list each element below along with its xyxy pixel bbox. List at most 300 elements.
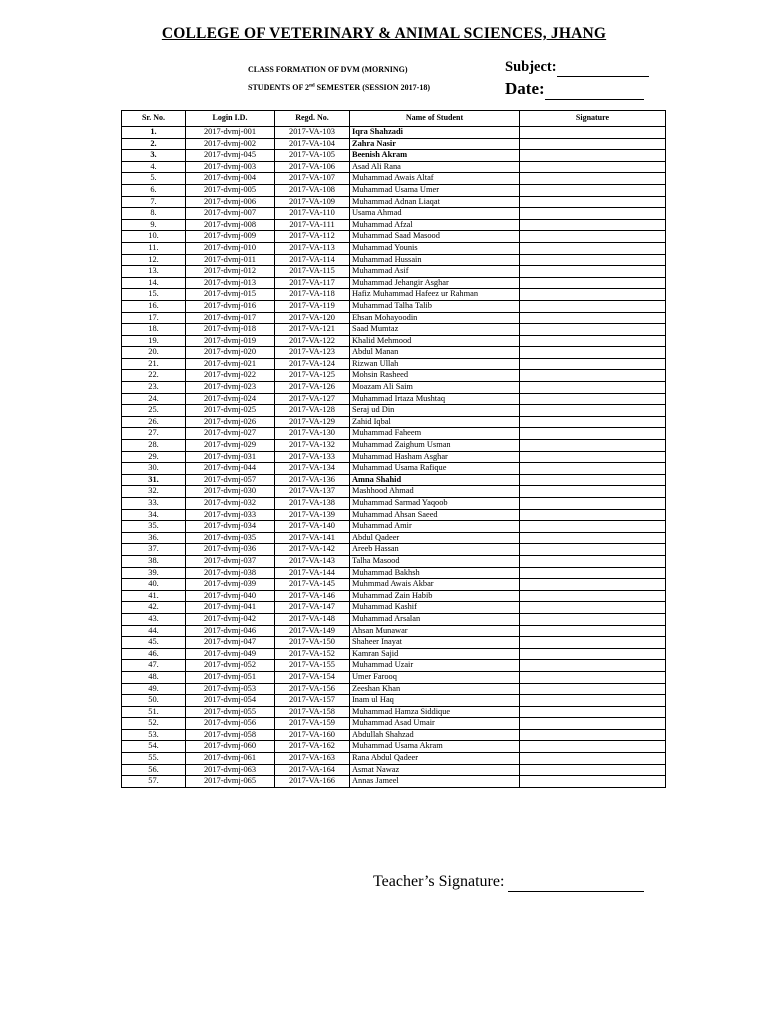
- table-row: [122, 440, 666, 452]
- cell-signature[interactable]: [520, 335, 666, 347]
- cell-login: 2017-dvmj-053: [186, 683, 275, 695]
- cell-signature[interactable]: [520, 289, 666, 301]
- cell-name: Muhammad Zain Habib: [350, 590, 520, 602]
- students-semester-heading: STUDENTS OF 2nd SEMESTER (SESSION 2017-18): [248, 83, 430, 92]
- cell-login: 2017-dvmj-030: [186, 486, 275, 498]
- cell-signature[interactable]: [520, 660, 666, 672]
- cell-login: 2017-dvmj-021: [186, 358, 275, 370]
- cell-name: Beenish Akram: [350, 150, 520, 162]
- cell-regd: 2017-VA-124: [275, 358, 350, 370]
- cell-sr: 40.: [122, 579, 186, 591]
- cell-signature[interactable]: [520, 776, 666, 788]
- cell-regd: 2017-VA-166: [275, 776, 350, 788]
- cell-regd: 2017-VA-119: [275, 300, 350, 312]
- cell-login: 2017-dvmj-007: [186, 208, 275, 220]
- cell-name: Muhammad Asad Umair: [350, 718, 520, 730]
- cell-sr: 30.: [122, 463, 186, 475]
- cell-signature[interactable]: [520, 753, 666, 765]
- table-row: [122, 208, 666, 220]
- cell-login: 2017-dvmj-003: [186, 161, 275, 173]
- cell-signature[interactable]: [520, 544, 666, 556]
- table-row: [122, 660, 666, 672]
- teacher-signature: Teacher’s Signature:: [373, 873, 644, 892]
- cell-signature[interactable]: [520, 532, 666, 544]
- cell-signature[interactable]: [520, 254, 666, 266]
- table-row: [122, 567, 666, 579]
- table-row: [122, 405, 666, 417]
- col-signature: Signature: [520, 111, 666, 127]
- table-row: [122, 532, 666, 544]
- cell-sr: 37.: [122, 544, 186, 556]
- cell-name: Shaheer Inayat: [350, 637, 520, 649]
- cell-regd: 2017-VA-163: [275, 753, 350, 765]
- cell-sr: 57.: [122, 776, 186, 788]
- cell-regd: 2017-VA-141: [275, 532, 350, 544]
- cell-name: Muhammad Irtaza Mushtaq: [350, 393, 520, 405]
- cell-sr: 27.: [122, 428, 186, 440]
- cell-name: Umer Farooq: [350, 671, 520, 683]
- cell-name: Saad Mumtaz: [350, 324, 520, 336]
- cell-sr: 52.: [122, 718, 186, 730]
- cell-name: Abdul Manan: [350, 347, 520, 359]
- table-row: [122, 266, 666, 278]
- cell-signature[interactable]: [520, 173, 666, 185]
- cell-login: 2017-dvmj-060: [186, 741, 275, 753]
- cell-signature[interactable]: [520, 451, 666, 463]
- cell-name: Muhammad Usama Rafique: [350, 463, 520, 475]
- cell-login: 2017-dvmj-057: [186, 474, 275, 486]
- cell-signature[interactable]: [520, 555, 666, 567]
- cell-signature[interactable]: [520, 161, 666, 173]
- cell-login: 2017-dvmj-034: [186, 521, 275, 533]
- cell-regd: 2017-VA-123: [275, 347, 350, 359]
- cell-regd: 2017-VA-158: [275, 706, 350, 718]
- table-row: [122, 764, 666, 776]
- cell-login: 2017-dvmj-004: [186, 173, 275, 185]
- cell-signature[interactable]: [520, 300, 666, 312]
- cell-signature[interactable]: [520, 219, 666, 231]
- cell-signature[interactable]: [520, 625, 666, 637]
- table-row: [122, 776, 666, 788]
- cell-regd: 2017-VA-104: [275, 138, 350, 150]
- cell-regd: 2017-VA-152: [275, 648, 350, 660]
- cell-signature[interactable]: [520, 231, 666, 243]
- cell-regd: 2017-VA-129: [275, 416, 350, 428]
- cell-login: 2017-dvmj-001: [186, 127, 275, 139]
- cell-sr: 15.: [122, 289, 186, 301]
- cell-login: 2017-dvmj-051: [186, 671, 275, 683]
- cell-login: 2017-dvmj-058: [186, 729, 275, 741]
- cell-login: 2017-dvmj-033: [186, 509, 275, 521]
- cell-sr: 49.: [122, 683, 186, 695]
- cell-regd: 2017-VA-149: [275, 625, 350, 637]
- cell-regd: 2017-VA-112: [275, 231, 350, 243]
- table-row: [122, 474, 666, 486]
- table-header-row: [122, 111, 666, 127]
- cell-name: Talha Masood: [350, 555, 520, 567]
- cell-sr: 41.: [122, 590, 186, 602]
- cell-sr: 56.: [122, 764, 186, 776]
- cell-regd: 2017-VA-136: [275, 474, 350, 486]
- table-row: [122, 219, 666, 231]
- cell-signature[interactable]: [520, 196, 666, 208]
- cell-sr: 4.: [122, 161, 186, 173]
- cell-signature[interactable]: [520, 613, 666, 625]
- table-row: [122, 521, 666, 533]
- cell-sr: 32.: [122, 486, 186, 498]
- cell-name: Moazam Ali Saim: [350, 382, 520, 394]
- table-row: [122, 602, 666, 614]
- table-row: [122, 428, 666, 440]
- cell-regd: 2017-VA-140: [275, 521, 350, 533]
- cell-sr: 26.: [122, 416, 186, 428]
- cell-signature[interactable]: [520, 347, 666, 359]
- cell-login: 2017-dvmj-011: [186, 254, 275, 266]
- cell-sr: 10.: [122, 231, 186, 243]
- cell-signature[interactable]: [520, 184, 666, 196]
- cell-sr: 11.: [122, 242, 186, 254]
- cell-login: 2017-dvmj-055: [186, 706, 275, 718]
- cell-login: 2017-dvmj-063: [186, 764, 275, 776]
- cell-regd: 2017-VA-137: [275, 486, 350, 498]
- cell-login: 2017-dvmj-016: [186, 300, 275, 312]
- cell-signature[interactable]: [520, 509, 666, 521]
- cell-signature[interactable]: [520, 498, 666, 510]
- cell-sr: 28.: [122, 440, 186, 452]
- cell-signature[interactable]: [520, 266, 666, 278]
- cell-signature[interactable]: [520, 324, 666, 336]
- cell-sr: 36.: [122, 532, 186, 544]
- cell-signature[interactable]: [520, 706, 666, 718]
- table-row: [122, 161, 666, 173]
- col-student-name: Name of Student: [350, 111, 520, 127]
- cell-signature[interactable]: [520, 764, 666, 776]
- table-row: [122, 393, 666, 405]
- cell-signature[interactable]: [520, 382, 666, 394]
- cell-login: 2017-dvmj-052: [186, 660, 275, 672]
- cell-login: 2017-dvmj-065: [186, 776, 275, 788]
- cell-name: Muhammad Jehangir Asghar: [350, 277, 520, 289]
- cell-name: Asad Ali Rana: [350, 161, 520, 173]
- cell-regd: 2017-VA-109: [275, 196, 350, 208]
- cell-regd: 2017-VA-113: [275, 242, 350, 254]
- cell-sr: 31.: [122, 474, 186, 486]
- table-row: [122, 184, 666, 196]
- cell-signature[interactable]: [520, 463, 666, 475]
- cell-sr: 21.: [122, 358, 186, 370]
- table-row: [122, 370, 666, 382]
- cell-login: 2017-dvmj-023: [186, 382, 275, 394]
- cell-name: Iqra Shahzadi: [350, 127, 520, 139]
- cell-sr: 38.: [122, 555, 186, 567]
- cell-sr: 54.: [122, 741, 186, 753]
- cell-sr: 55.: [122, 753, 186, 765]
- cell-login: 2017-dvmj-054: [186, 695, 275, 707]
- cell-regd: 2017-VA-130: [275, 428, 350, 440]
- subject-blank-line: [557, 59, 649, 77]
- cell-regd: 2017-VA-107: [275, 173, 350, 185]
- cell-regd: 2017-VA-142: [275, 544, 350, 556]
- table-row: [122, 127, 666, 139]
- table-row: [122, 173, 666, 185]
- cell-signature[interactable]: [520, 671, 666, 683]
- cell-regd: 2017-VA-108: [275, 184, 350, 196]
- cell-sr: 45.: [122, 637, 186, 649]
- cell-sr: 44.: [122, 625, 186, 637]
- cell-sr: 3.: [122, 150, 186, 162]
- cell-login: 2017-dvmj-056: [186, 718, 275, 730]
- cell-sr: 53.: [122, 729, 186, 741]
- cell-name: Muhmmad Awais Akbar: [350, 579, 520, 591]
- cell-signature[interactable]: [520, 405, 666, 417]
- cell-signature[interactable]: [520, 718, 666, 730]
- cell-regd: 2017-VA-155: [275, 660, 350, 672]
- table-row: [122, 509, 666, 521]
- cell-name: Annas Jameel: [350, 776, 520, 788]
- table-row: [122, 312, 666, 324]
- table-row: [122, 671, 666, 683]
- cell-regd: 2017-VA-117: [275, 277, 350, 289]
- cell-name: Muhammad Usama Akram: [350, 741, 520, 753]
- cell-name: Muhammad Ahsan Saeed: [350, 509, 520, 521]
- table-row: [122, 324, 666, 336]
- table-row: [122, 683, 666, 695]
- cell-sr: 19.: [122, 335, 186, 347]
- cell-name: Zeeshan Khan: [350, 683, 520, 695]
- cell-sr: 5.: [122, 173, 186, 185]
- cell-regd: 2017-VA-122: [275, 335, 350, 347]
- cell-signature[interactable]: [520, 590, 666, 602]
- date-blank-line: [545, 79, 644, 100]
- cell-login: 2017-dvmj-010: [186, 242, 275, 254]
- cell-sr: 34.: [122, 509, 186, 521]
- cell-regd: 2017-VA-164: [275, 764, 350, 776]
- cell-sr: 48.: [122, 671, 186, 683]
- cell-regd: 2017-VA-128: [275, 405, 350, 417]
- cell-sr: 39.: [122, 567, 186, 579]
- cell-name: Muhammad Saad Masood: [350, 231, 520, 243]
- cell-name: Rana Abdul Qadeer: [350, 753, 520, 765]
- table-row: [122, 695, 666, 707]
- cell-signature[interactable]: [520, 312, 666, 324]
- cell-regd: 2017-VA-105: [275, 150, 350, 162]
- cell-name: Abdullah Shahzad: [350, 729, 520, 741]
- cell-login: 2017-dvmj-039: [186, 579, 275, 591]
- table-row: [122, 706, 666, 718]
- cell-signature[interactable]: [520, 393, 666, 405]
- cell-sr: 16.: [122, 300, 186, 312]
- cell-signature[interactable]: [520, 521, 666, 533]
- cell-login: 2017-dvmj-013: [186, 277, 275, 289]
- table-row: [122, 544, 666, 556]
- cell-login: 2017-dvmj-019: [186, 335, 275, 347]
- date-field: Date:: [505, 79, 644, 100]
- cell-regd: 2017-VA-120: [275, 312, 350, 324]
- cell-signature[interactable]: [520, 428, 666, 440]
- cell-signature[interactable]: [520, 138, 666, 150]
- cell-login: 2017-dvmj-041: [186, 602, 275, 614]
- teacher-signature-line: [508, 873, 644, 892]
- cell-sr: 8.: [122, 208, 186, 220]
- cell-regd: 2017-VA-162: [275, 741, 350, 753]
- cell-sr: 50.: [122, 695, 186, 707]
- cell-name: Muhammad Adnan Liaqat: [350, 196, 520, 208]
- table-row: [122, 300, 666, 312]
- cell-login: 2017-dvmj-024: [186, 393, 275, 405]
- cell-name: Usama Ahmad: [350, 208, 520, 220]
- cell-sr: 24.: [122, 393, 186, 405]
- cell-login: 2017-dvmj-045: [186, 150, 275, 162]
- cell-login: 2017-dvmj-020: [186, 347, 275, 359]
- cell-name: Muhammad Asif: [350, 266, 520, 278]
- cell-sr: 17.: [122, 312, 186, 324]
- cell-signature[interactable]: [520, 683, 666, 695]
- cell-login: 2017-dvmj-026: [186, 416, 275, 428]
- cell-signature[interactable]: [520, 741, 666, 753]
- cell-sr: 1.: [122, 127, 186, 139]
- cell-login: 2017-dvmj-042: [186, 613, 275, 625]
- cell-login: 2017-dvmj-027: [186, 428, 275, 440]
- cell-login: 2017-dvmj-049: [186, 648, 275, 660]
- cell-name: Muhammad Younis: [350, 242, 520, 254]
- cell-name: Muhammad Afzal: [350, 219, 520, 231]
- cell-name: Muhammad Zaighum Usman: [350, 440, 520, 452]
- cell-name: Muhammad Sarmad Yaqoob: [350, 498, 520, 510]
- cell-signature[interactable]: [520, 358, 666, 370]
- cell-regd: 2017-VA-114: [275, 254, 350, 266]
- cell-login: 2017-dvmj-009: [186, 231, 275, 243]
- cell-login: 2017-dvmj-029: [186, 440, 275, 452]
- table-row: [122, 242, 666, 254]
- cell-name: Muhammad Hussain: [350, 254, 520, 266]
- cell-name: Zahid Iqbal: [350, 416, 520, 428]
- cell-name: Muhammad Faheem: [350, 428, 520, 440]
- cell-signature[interactable]: [520, 579, 666, 591]
- table-row: [122, 196, 666, 208]
- cell-signature[interactable]: [520, 602, 666, 614]
- cell-name: Rizwan Ullah: [350, 358, 520, 370]
- cell-signature[interactable]: [520, 277, 666, 289]
- cell-regd: 2017-VA-159: [275, 718, 350, 730]
- cell-login: 2017-dvmj-005: [186, 184, 275, 196]
- cell-login: 2017-dvmj-038: [186, 567, 275, 579]
- cell-regd: 2017-VA-118: [275, 289, 350, 301]
- table-row: [122, 625, 666, 637]
- cell-regd: 2017-VA-110: [275, 208, 350, 220]
- cell-name: Hafiz Muhammad Hafeez ur Rahman: [350, 289, 520, 301]
- cell-login: 2017-dvmj-044: [186, 463, 275, 475]
- table-row: [122, 347, 666, 359]
- cell-regd: 2017-VA-126: [275, 382, 350, 394]
- cell-signature[interactable]: [520, 729, 666, 741]
- cell-sr: 35.: [122, 521, 186, 533]
- cell-name: Ehsan Mohayoodin: [350, 312, 520, 324]
- cell-regd: 2017-VA-154: [275, 671, 350, 683]
- table-row: [122, 138, 666, 150]
- table-row: [122, 335, 666, 347]
- cell-regd: 2017-VA-121: [275, 324, 350, 336]
- table-row: [122, 555, 666, 567]
- cell-signature[interactable]: [520, 416, 666, 428]
- cell-regd: 2017-VA-125: [275, 370, 350, 382]
- cell-regd: 2017-VA-138: [275, 498, 350, 510]
- col-login-id: Login I.D.: [186, 111, 275, 127]
- cell-sr: 14.: [122, 277, 186, 289]
- cell-sr: 6.: [122, 184, 186, 196]
- cell-signature[interactable]: [520, 474, 666, 486]
- cell-name: Muhammad Hasham Asghar: [350, 451, 520, 463]
- cell-sr: 20.: [122, 347, 186, 359]
- cell-regd: 2017-VA-157: [275, 695, 350, 707]
- cell-signature[interactable]: [520, 370, 666, 382]
- cell-name: Muhammad Hamza Siddique: [350, 706, 520, 718]
- table-row: [122, 231, 666, 243]
- table-row: [122, 637, 666, 649]
- cell-sr: 22.: [122, 370, 186, 382]
- cell-sr: 25.: [122, 405, 186, 417]
- cell-login: 2017-dvmj-037: [186, 555, 275, 567]
- table-row: [122, 277, 666, 289]
- cell-signature[interactable]: [520, 695, 666, 707]
- table-row: [122, 579, 666, 591]
- cell-regd: 2017-VA-127: [275, 393, 350, 405]
- cell-signature[interactable]: [520, 150, 666, 162]
- cell-sr: 23.: [122, 382, 186, 394]
- cell-regd: 2017-VA-111: [275, 219, 350, 231]
- cell-name: Kamran Sajid: [350, 648, 520, 660]
- cell-regd: 2017-VA-132: [275, 440, 350, 452]
- cell-signature[interactable]: [520, 567, 666, 579]
- table-row: [122, 741, 666, 753]
- table-row: [122, 463, 666, 475]
- cell-sr: 43.: [122, 613, 186, 625]
- cell-signature[interactable]: [520, 648, 666, 660]
- cell-sr: 9.: [122, 219, 186, 231]
- cell-sr: 29.: [122, 451, 186, 463]
- cell-signature[interactable]: [520, 637, 666, 649]
- cell-regd: 2017-VA-160: [275, 729, 350, 741]
- cell-name: Zahra Nasir: [350, 138, 520, 150]
- cell-signature[interactable]: [520, 486, 666, 498]
- cell-regd: 2017-VA-156: [275, 683, 350, 695]
- cell-login: 2017-dvmj-015: [186, 289, 275, 301]
- cell-name: Khalid Mehmood: [350, 335, 520, 347]
- cell-sr: 7.: [122, 196, 186, 208]
- cell-login: 2017-dvmj-031: [186, 451, 275, 463]
- cell-regd: 2017-VA-115: [275, 266, 350, 278]
- cell-name: Mashhood Ahmad: [350, 486, 520, 498]
- cell-signature[interactable]: [520, 127, 666, 139]
- table-row: [122, 416, 666, 428]
- cell-sr: 18.: [122, 324, 186, 336]
- cell-name: Abdul Qadeer: [350, 532, 520, 544]
- table-row: [122, 486, 666, 498]
- cell-signature[interactable]: [520, 242, 666, 254]
- cell-login: 2017-dvmj-006: [186, 196, 275, 208]
- cell-regd: 2017-VA-148: [275, 613, 350, 625]
- table-row: [122, 150, 666, 162]
- table-row: [122, 451, 666, 463]
- college-title: COLLEGE OF VETERINARY & ANIMAL SCIENCES, JHANG: [161, 25, 607, 42]
- cell-sr: 42.: [122, 602, 186, 614]
- table-row: [122, 613, 666, 625]
- cell-regd: 2017-VA-103: [275, 127, 350, 139]
- cell-name: Ahsan Munawar: [350, 625, 520, 637]
- cell-signature[interactable]: [520, 440, 666, 452]
- cell-login: 2017-dvmj-025: [186, 405, 275, 417]
- cell-signature[interactable]: [520, 208, 666, 220]
- cell-login: 2017-dvmj-047: [186, 637, 275, 649]
